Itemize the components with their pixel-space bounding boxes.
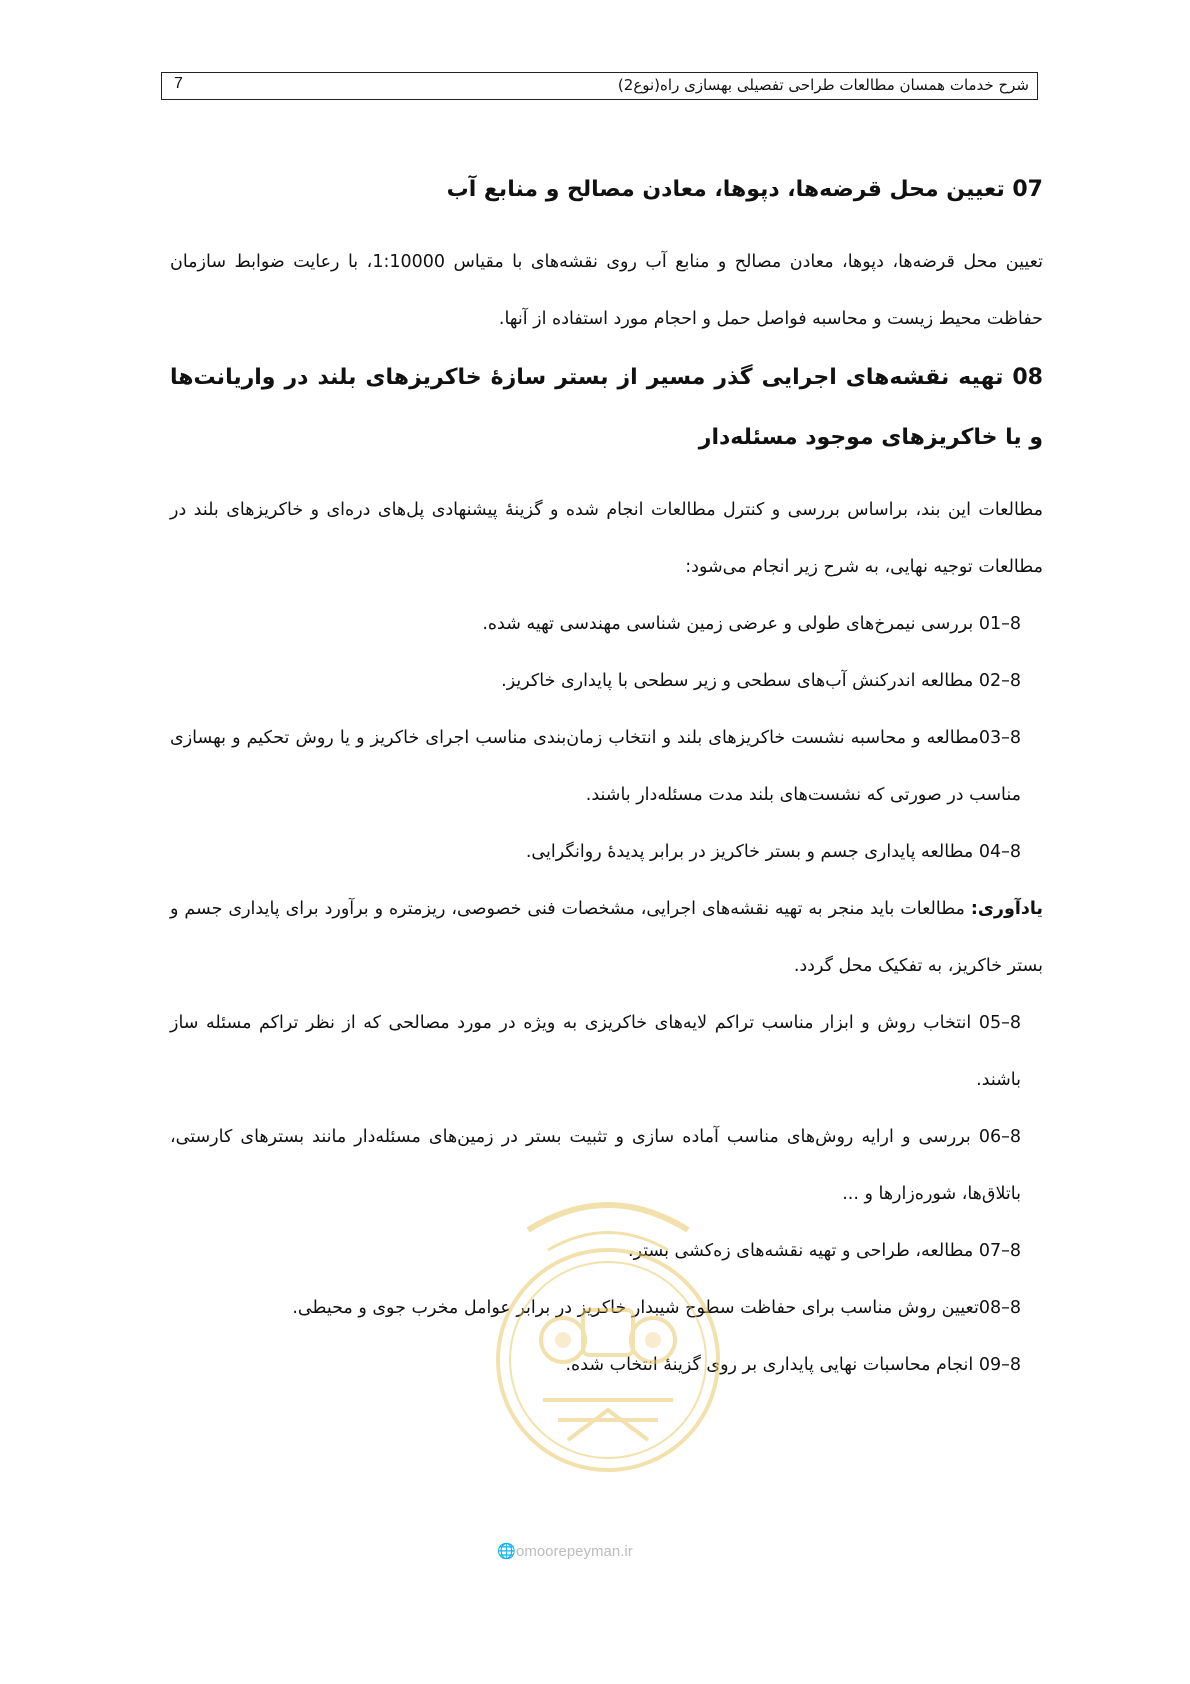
section-08-heading: 08 تهیه نقشه‌های اجرایی گذر مسیر از بستر سازهٔ خاکریزهای بلند در واریانت‌ها و یا خاکریزهای موجود مسئله‌دار	[170, 365, 1043, 450]
note-label: یادآوری:	[970, 899, 1043, 919]
note-paragraph	[170, 881, 1043, 995]
watermark-site: 🌐omoorepeyman.ir	[497, 1543, 633, 1560]
section-07-paragraph: تعیین محل قرضه‌ها، دپوها، معادن مصالح و منابع آب روی نقشه‌های با مقیاس 1:10000، با رعایت ضوابط سازمان حفاظت محیط زیست و محاسبه فواصل حمل و احجام مورد استفاده از آنها.	[170, 252, 1043, 329]
list-item: 8–01 بررسی نیمرخ‌های طولی و عرضی زمین شناسی مهندسی تهیه شده.	[482, 614, 1021, 634]
section-08-intro: مطالعات این بند، براساس بررسی و کنترل مطالعات انجام شده و گزینهٔ پیشنهادی پل‌های دره‌ای و خاکریزهای بلند در مطالعات توجیه نهایی، به شرح زیر انجام می‌شود:	[170, 500, 1043, 577]
list-item: 8–06 بررسی و ارایه روش‌های مناسب آماده سازی و تثبیت بستر در زمین‌های مسئله‌دار مانند بسترهای کارستی، باتلاق‌ها، شوره‌زارها و ...	[170, 1127, 1021, 1204]
globe-icon: 🌐	[497, 1543, 516, 1560]
list-item: 8–05 انتخاب روش و ابزار مناسب تراکم لایه‌های خاکریزی به ویژه در مورد مصالحی که از نظر تراکم مسئله ساز باشند.	[170, 1013, 1021, 1090]
page-header	[161, 72, 1038, 100]
note-text: مطالعات باید منجر به تهیه نقشه‌های اجرایی، مشخصات فنی خصوصی، ریزمتره و برآورد برای پایداری جسم و بستر خاکریز، به تفکیک محل گردد.	[170, 899, 1043, 976]
list-item: 8–04 مطالعه پایداری جسم و بستر خاکریز در برابر پدیدهٔ روانگرایی.	[525, 842, 1021, 862]
header-title: شرح خدمات همسان مطالعات طراحی تفصیلی بهسازی راه(نوع2)	[617, 76, 1029, 94]
list-item: 8–08تعیین روش مناسب برای حفاظت سطوح شیبدار خاکریز در برابر عوامل مخرب جوی و محیطی.	[292, 1298, 1021, 1318]
list-item: 8–07 مطالعه، طراحی و تهیه نقشه‌های زه‌کشی بستر.	[628, 1241, 1021, 1261]
list-item: 8–03مطالعه و محاسبه نشست خاکریزهای بلند و انتخاب زمان‌بندی مناسب اجرای خاکریز و یا روش تحکیم و بهسازی مناسب در صورتی که نشست‌های بلند مدت مسئله‌دار باشند.	[170, 728, 1021, 805]
list-item: 8–02 مطالعه اندرکنش آب‌های سطحی و زیر سطحی با پایداری خاکریز.	[501, 671, 1021, 691]
document-body	[170, 160, 1043, 1394]
list-item: 8–09 انجام محاسبات نهایی پایداری بر روی گزینهٔ انتخاب شده.	[565, 1355, 1021, 1375]
section-07-heading: 07 تعیین محل قرضه‌ها، دپوها، معادن مصالح و منابع آب	[446, 177, 1043, 202]
page-number: 7	[174, 75, 183, 92]
